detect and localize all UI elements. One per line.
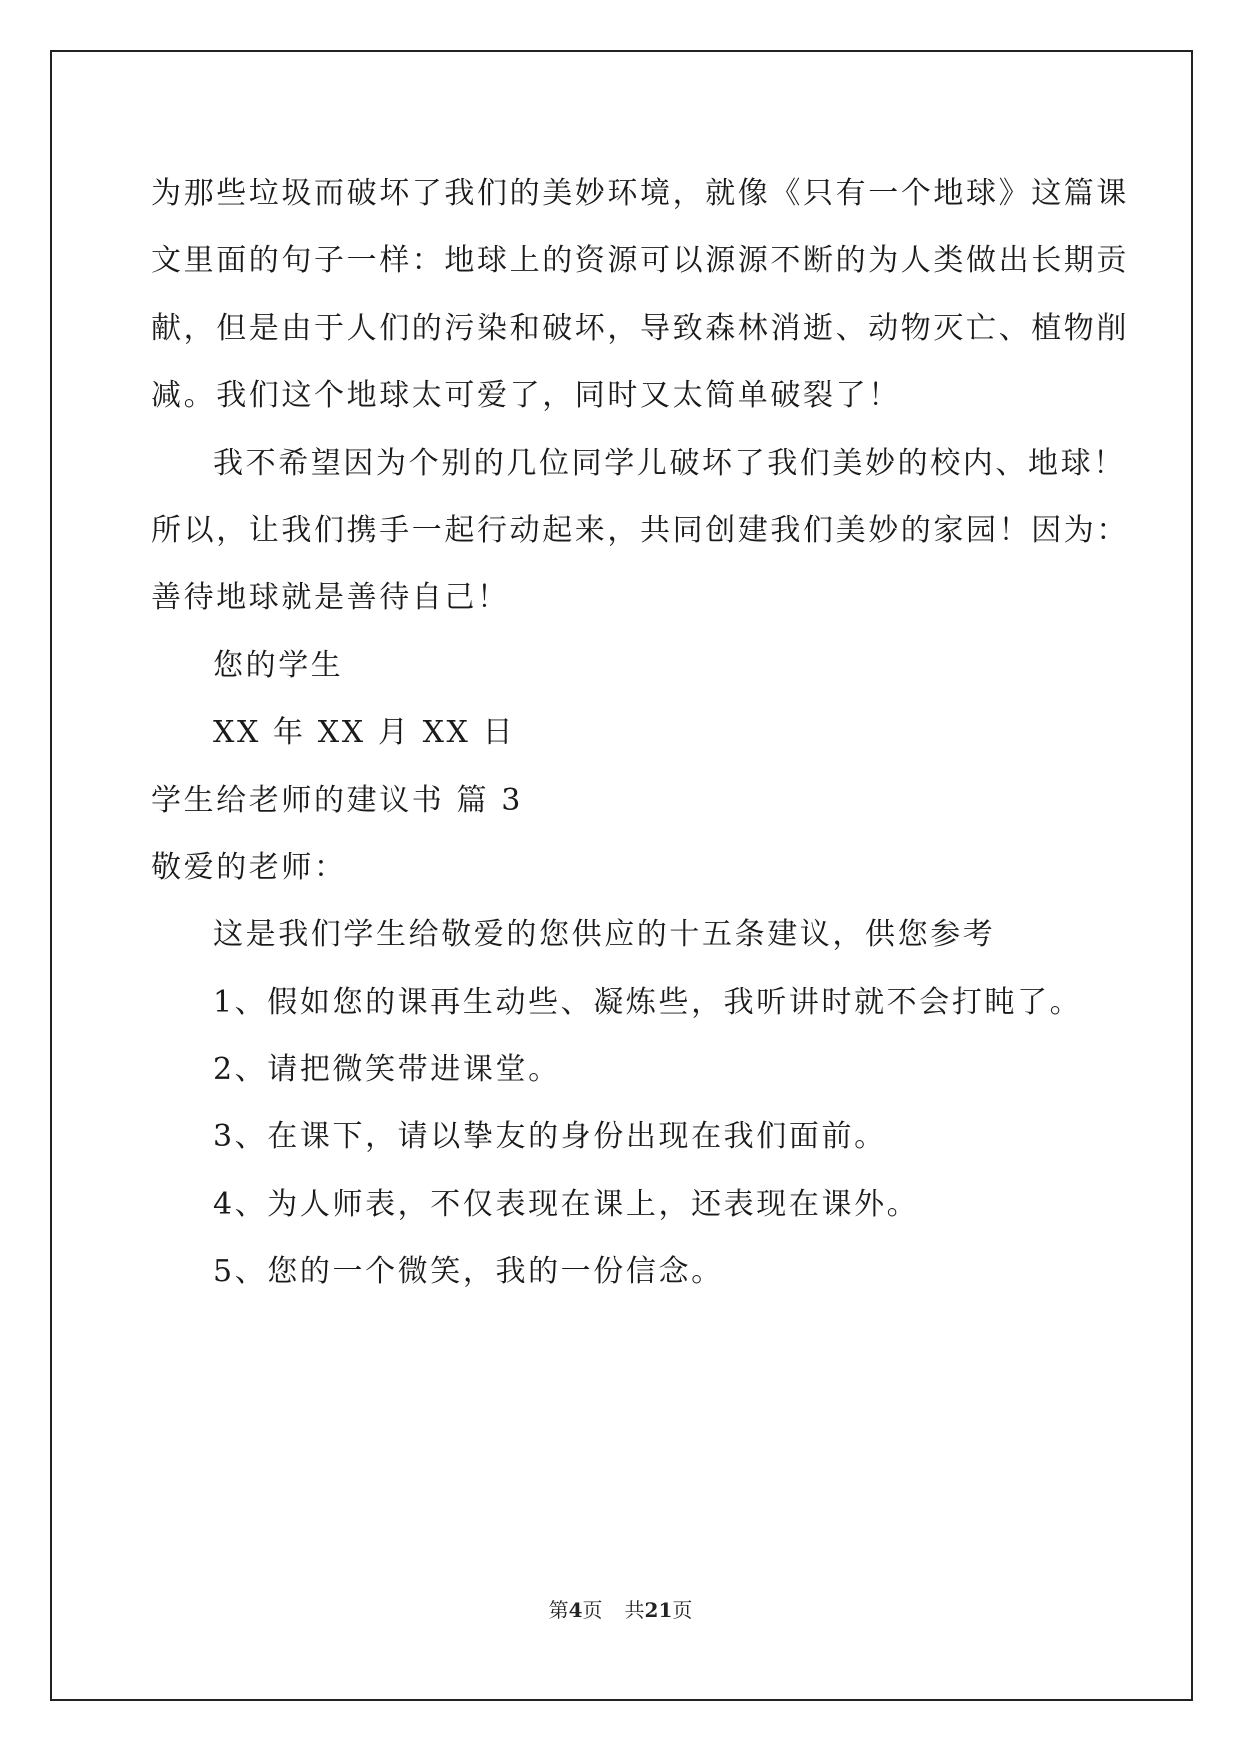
list-item: 2、请把微笑带进课堂。 [213, 1052, 561, 1088]
date-line: XX 年 XX 月 XX 日 [213, 715, 516, 751]
paragraph-line: 这是我们学生给敬爱的您供应的十五条建议，供您参考 [213, 917, 996, 953]
paragraph-line: 减。我们这个地球太可爱了，同时又太简单破裂了！ [151, 378, 901, 414]
list-item: 4、为人师表，不仅表现在课上，还表现在课外。 [213, 1186, 920, 1222]
paragraph-line: 善待地球就是善待自己！ [151, 580, 510, 616]
signature-line: 您的学生 [213, 647, 344, 683]
page-suffix: 页 [582, 1598, 603, 1622]
list-item: 1、假如您的课再生动些、凝炼些，我听讲时就不会打盹了。 [213, 984, 1083, 1020]
paragraph-line: 所以，让我们携手一起行动起来，共同创建我们美妙的家园！因为： [151, 512, 1129, 548]
paragraph-line: 为那些垃圾而破坏了我们的美妙环境，就像《只有一个地球》这篇课 [151, 176, 1129, 211]
paragraph-line: 我不希望因为个别的几位同学儿破坏了我们美妙的校内、地球！ [213, 445, 1126, 481]
page-prefix: 第 [548, 1598, 569, 1622]
list-item: 3、在课下，请以挚友的身份出现在我们面前。 [213, 1119, 887, 1155]
page-current: 4 [568, 1598, 583, 1622]
paragraph-line: 文里面的句子一样：地球上的资源可以源源不断的为人类做出长期贡 [151, 243, 1129, 279]
list-item: 5、您的一个微笑，我的一份信念。 [213, 1254, 724, 1290]
salutation: 敬爱的老师： [151, 849, 347, 885]
total-prefix: 共 [624, 1598, 645, 1622]
section-heading: 学生给老师的建议书 篇 3 [151, 782, 523, 818]
document-body [151, 160, 1129, 1306]
page-total: 21 [644, 1598, 673, 1622]
paragraph-line: 献，但是由于人们的污染和破坏，导致森林消逝、动物灭亡、植物削 [151, 310, 1129, 346]
page-footer [0, 1594, 1241, 1623]
total-suffix: 页 [672, 1598, 693, 1622]
